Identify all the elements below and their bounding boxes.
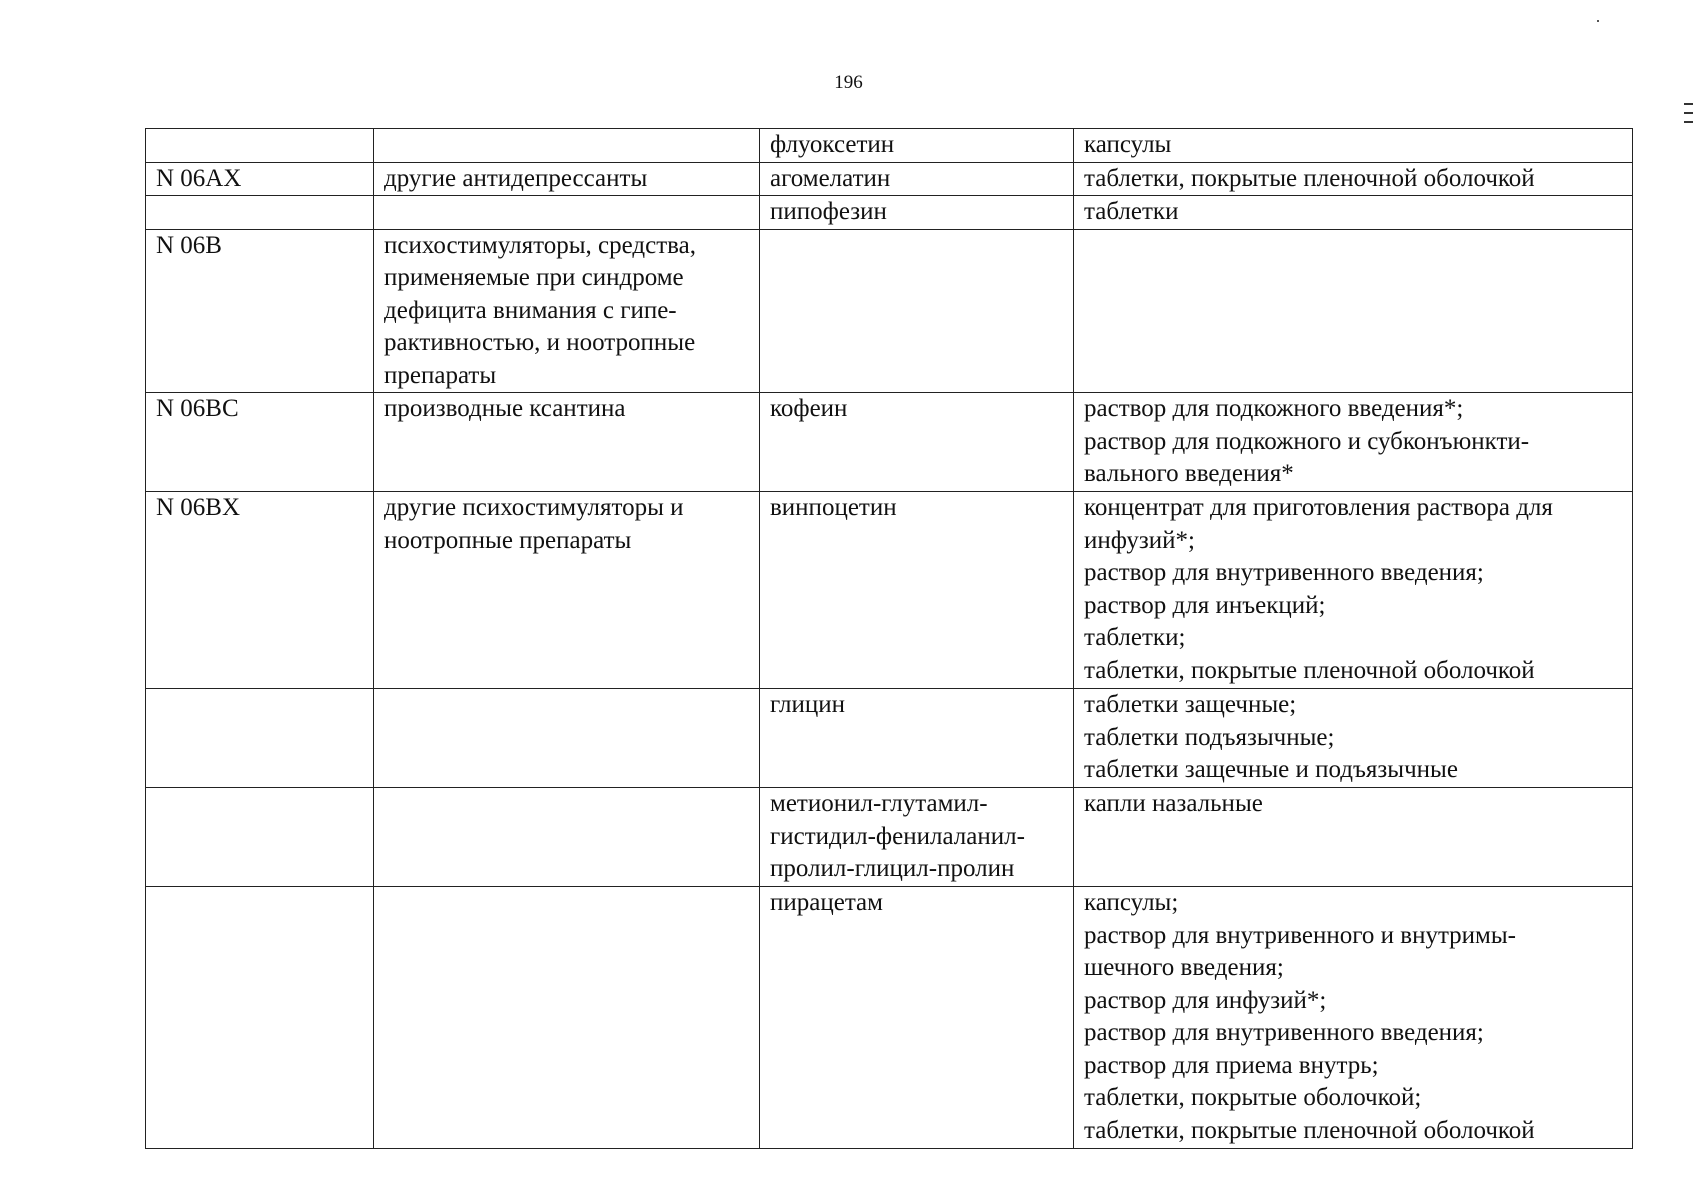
edge-mark: [1684, 121, 1693, 123]
group-cell: [374, 196, 760, 230]
group-cell: другие антидепрессанты: [374, 162, 760, 196]
atc-code-cell: N 06B: [146, 229, 374, 393]
table-row: [146, 162, 1633, 196]
group-cell: производные ксантина: [374, 393, 760, 492]
drug-cell: пирацетам: [760, 887, 1074, 1149]
drug-cell: метионил-глутамил- гистидил-фенилаланил- пролил-глицил-пролин: [760, 788, 1074, 887]
scan-dot: [1597, 20, 1599, 22]
group-cell: [374, 788, 760, 887]
group-cell: [374, 689, 760, 788]
table-row: [146, 887, 1633, 1149]
dosage-form-cell: капсулы; раствор для внутривенного и внутримы- шечного введения; раствор для инфузий*; раствор для внутривенного введения; раствор для приема внутрь; таблетки, покрытые оболочкой; таблетки, покрытые пленочной оболочкой: [1074, 887, 1633, 1149]
drug-classification-table: [145, 128, 1633, 1149]
atc-code-cell: N 06BC: [146, 393, 374, 492]
atc-code-cell: [146, 788, 374, 887]
group-cell: психостимуляторы, средства, применяемые при синдроме дефицита внимания с гипе- рактивностью, и ноотропные препараты: [374, 229, 760, 393]
dosage-form-cell: раствор для подкожного введения*; раствор для подкожного и субконъюнкти- вального введения*: [1074, 393, 1633, 492]
table-row: [146, 229, 1633, 393]
atc-code-cell: N 06BX: [146, 492, 374, 689]
drug-cell: винпоцетин: [760, 492, 1074, 689]
group-cell: [374, 887, 760, 1149]
group-cell: [374, 129, 760, 163]
table-row: [146, 689, 1633, 788]
dosage-form-cell: таблетки, покрытые пленочной оболочкой: [1074, 162, 1633, 196]
atc-code-cell: [146, 887, 374, 1149]
drug-cell: агомелатин: [760, 162, 1074, 196]
atc-code-cell: [146, 689, 374, 788]
dosage-form-cell: таблетки защечные; таблетки подъязычные; таблетки защечные и подъязычные: [1074, 689, 1633, 788]
table-row: [146, 492, 1633, 689]
atc-code-cell: [146, 196, 374, 230]
group-cell: другие психостимуляторы и ноотропные препараты: [374, 492, 760, 689]
table-row: [146, 129, 1633, 163]
drug-cell: флуоксетин: [760, 129, 1074, 163]
dosage-form-cell: таблетки: [1074, 196, 1633, 230]
dosage-form-cell: капли назальные: [1074, 788, 1633, 887]
drug-cell: глицин: [760, 689, 1074, 788]
dosage-form-cell: [1074, 229, 1633, 393]
edge-mark: [1684, 103, 1693, 105]
atc-code-cell: [146, 129, 374, 163]
table-row: [146, 196, 1633, 230]
drug-cell: [760, 229, 1074, 393]
dosage-form-cell: концентрат для приготовления раствора для инфузий*; раствор для внутривенного введения; раствор для инъекций; таблетки; таблетки, покрытые пленочной оболочкой: [1074, 492, 1633, 689]
drug-cell: пипофезин: [760, 196, 1074, 230]
page-number: 196: [834, 72, 863, 93]
dosage-form-cell: капсулы: [1074, 129, 1633, 163]
drug-cell: кофеин: [760, 393, 1074, 492]
table-row: [146, 788, 1633, 887]
edge-mark: [1684, 112, 1693, 114]
table-row: [146, 393, 1633, 492]
atc-code-cell: N 06AX: [146, 162, 374, 196]
